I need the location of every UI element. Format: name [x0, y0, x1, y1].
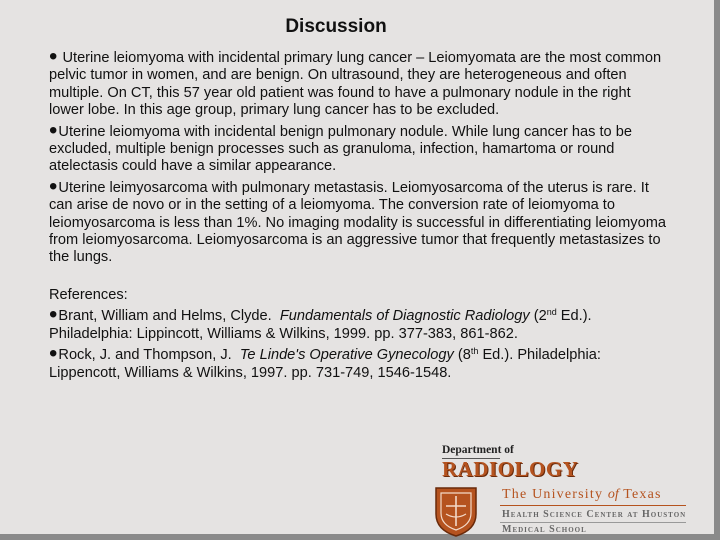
bullet-icon: • [49, 172, 58, 200]
university-logo [432, 440, 690, 535]
book-title: Te Linde's Operative Gynecology [239, 347, 454, 364]
logo-divider [500, 522, 686, 523]
reference-item: •Rock, J. and Thompson, J. Te Linde's Operative Gynecology (8th Ed.). Philadelphia: Lippencott, Williams & Wilkins, 1997. pp. 731-749, 1546-1548. [49, 340, 601, 381]
medical-school-label: Medical School [502, 524, 587, 535]
bullet-icon: • [49, 301, 58, 329]
department-of-label: Department of [442, 444, 514, 456]
radiology-wordmark: RADIOLOGY [442, 457, 579, 481]
discussion-paragraph: •Uterine leimyosarcoma with pulmonary metastasis. Leiomyosarcoma of the uterus is rare. It can arise de novo or in the setting of a leiomyoma. The conversion rate of leiomyoma to leiomyosarcoma is less than 1%. No imaging modality is successful in differentiating leiomyoma from leiomyosarcoma. Leiomyosarcoma is an aggressive tumor that frequently metastasizes to the lungs. [49, 172, 666, 266]
book-title: Fundamentals of Diagnostic Radiology [279, 308, 530, 325]
bullet-icon: • [49, 116, 58, 144]
references-heading: References: [49, 286, 128, 303]
slide-content [49, 43, 669, 386]
ut-shield-icon [432, 484, 480, 538]
bullet-icon: • [49, 340, 58, 368]
bullet-icon: • [49, 43, 58, 70]
university-name: The University of Texas [502, 487, 662, 502]
reference-item: •Brant, William and Helms, Clyde. Fundamentals of Diagnostic Radiology (2nd Ed.). Philadelphia: Lippincott, Williams & Wilkins, 1999. pp. 377-383, 861-862. [49, 301, 592, 342]
discussion-paragraph: • Uterine leiomyoma with incidental primary lung cancer – Leiomyomata are the most common pelvic tumor in women, and are benign. On ultrasound, they are heterogeneous and often multiple. On CT, this 57 year old patient was found to have a pulmonary nodule in the right lower lobe. In this age group, primary lung cancer has to be excluded. [49, 43, 662, 119]
health-science-center-label: Health Science Center at Houston [502, 509, 687, 520]
logo-divider [500, 505, 686, 506]
discussion-paragraph: •Uterine leiomyoma with incidental benign pulmonary nodule. While lung cancer has to be excluded, multiple benign processes such as granuloma, infection, hamartoma or round atelectasis could have a similar appearance. [49, 116, 632, 175]
slide-title: Discussion [285, 16, 387, 37]
